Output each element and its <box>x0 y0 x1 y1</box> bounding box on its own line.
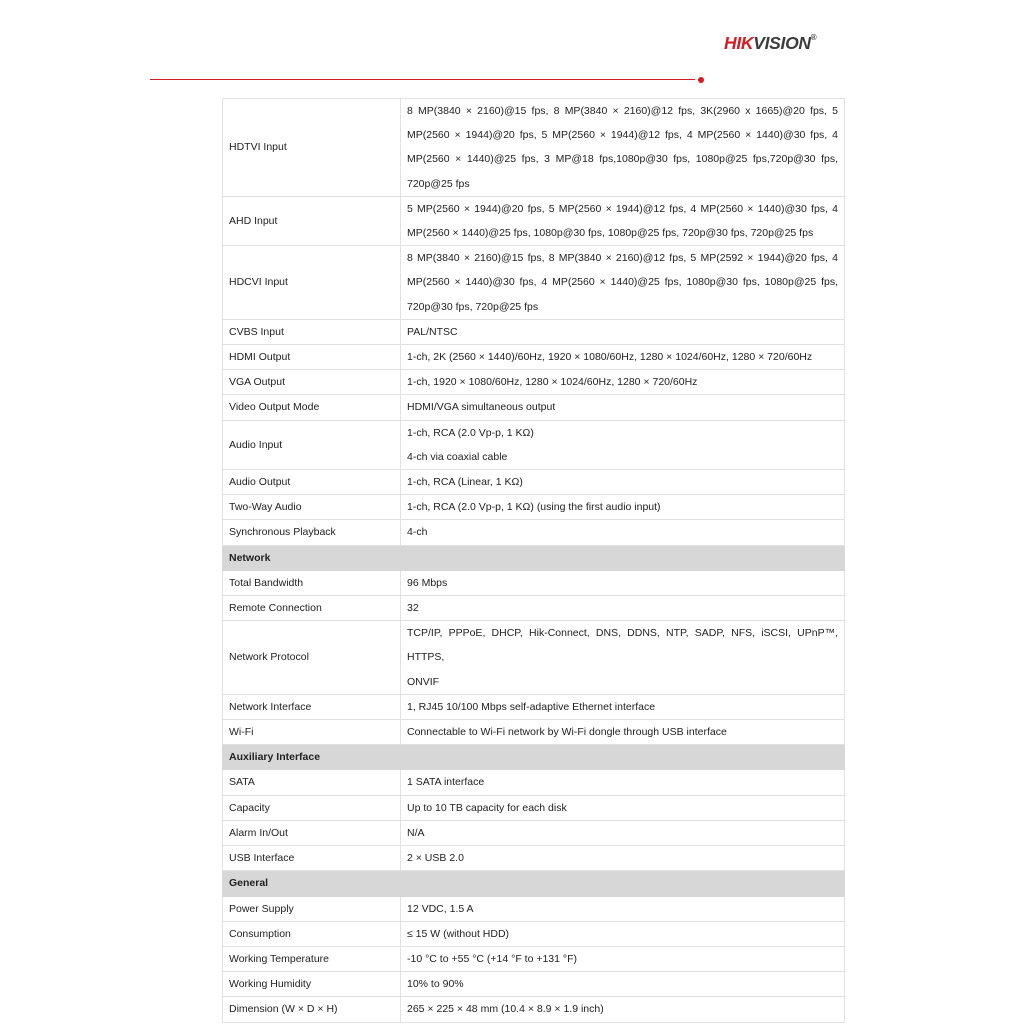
spec-value <box>401 820 845 845</box>
spec-row <box>223 621 845 695</box>
section-header-row <box>223 745 845 770</box>
spec-value-line: 4-ch via coaxial cable <box>407 450 508 463</box>
spec-value-line: 1-ch, 2K (2560 × 1440)/60Hz, 1920 × 1080/60Hz, 1280 × 1024/60Hz, 1280 × 720/60Hz <box>407 351 813 364</box>
spec-value <box>401 720 845 745</box>
spec-row <box>223 795 845 820</box>
spec-label: Wi-Fi <box>223 720 401 745</box>
spec-value-line: 1-ch, RCA (Linear, 1 KΩ) <box>407 476 523 489</box>
spec-row <box>223 846 845 871</box>
spec-value-line: 2 × USB 2.0 <box>407 852 464 865</box>
spec-value <box>401 694 845 719</box>
spec-value-line: 720p@30 fps, 720p@25 fps <box>407 300 539 313</box>
spec-label: Alarm In/Out <box>223 820 401 845</box>
spec-value-line: 1 SATA interface <box>407 776 485 789</box>
spec-value <box>401 319 845 344</box>
spec-value-line: 12 VDC, 1.5 A <box>407 902 474 915</box>
spec-row <box>223 520 845 545</box>
spec-row <box>223 495 845 520</box>
spec-value <box>401 246 845 320</box>
spec-value-line: 32 <box>407 602 419 615</box>
section-header-label: Auxiliary Interface <box>223 745 845 770</box>
spec-label: SATA <box>223 770 401 795</box>
spec-row <box>223 946 845 971</box>
section-header-row <box>223 871 845 896</box>
specification-table <box>222 98 845 1023</box>
spec-value <box>401 420 845 469</box>
spec-value-line: Connectable to Wi-Fi network by Wi-Fi dongle through USB interface <box>407 726 727 739</box>
logo-hik-text: HIK <box>724 33 754 53</box>
spec-value <box>401 770 845 795</box>
spec-value <box>401 997 845 1022</box>
spec-row <box>223 99 845 197</box>
spec-label: Working Temperature <box>223 946 401 971</box>
spec-label: Consumption <box>223 921 401 946</box>
spec-row <box>223 694 845 719</box>
spec-label: Dimension (W × D × H) <box>223 997 401 1022</box>
spec-value-line: ≤ 15 W (without HDD) <box>407 927 510 940</box>
spec-value <box>401 596 845 621</box>
spec-value-line: MP(2560 × 1944)@20 fps, 5 MP(2560 × 1944)@12 fps, 4 MP(2560 × 1440)@30 fps, 4 <box>407 129 838 142</box>
spec-value-line: 8 MP(3840 × 2160)@15 fps, 8 MP(3840 × 2160)@12 fps, 5 MP(2592 × 1944)@20 fps, 4 <box>407 252 838 265</box>
spec-value <box>401 946 845 971</box>
spec-value-line: MP(2560 × 1440)@25 fps, 3 MP@18 fps,1080p@30 fps, 1080p@25 fps,720p@30 fps, <box>407 153 838 166</box>
spec-row <box>223 570 845 595</box>
spec-value-line: 96 Mbps <box>407 576 448 589</box>
spec-label: Network Protocol <box>223 621 401 695</box>
spec-label: Remote Connection <box>223 596 401 621</box>
spec-value <box>401 495 845 520</box>
spec-value <box>401 520 845 545</box>
spec-label: AHD Input <box>223 196 401 245</box>
spec-label: Total Bandwidth <box>223 570 401 595</box>
spec-label: Working Humidity <box>223 972 401 997</box>
spec-value-line: N/A <box>407 826 425 839</box>
spec-value-line: 720p@25 fps <box>407 177 470 190</box>
spec-value-line: PAL/NTSC <box>407 325 458 338</box>
spec-value <box>401 921 845 946</box>
spec-label: Video Output Mode <box>223 395 401 420</box>
spec-row <box>223 596 845 621</box>
section-header-label: Network <box>223 545 845 570</box>
spec-row <box>223 770 845 795</box>
spec-row <box>223 319 845 344</box>
spec-value <box>401 896 845 921</box>
spec-value-line: HDMI/VGA simultaneous output <box>407 401 556 414</box>
spec-value-line: 1-ch, RCA (2.0 Vp-p, 1 KΩ) <box>407 426 534 439</box>
logo-vision-text: VISION <box>753 33 811 53</box>
section-header-row <box>223 545 845 570</box>
spec-value-line: ONVIF <box>407 675 440 688</box>
spec-value-line: MP(2560 × 1440)@25 fps, 1080p@30 fps, 1080p@25 fps, 720p@30 fps, 720p@25 fps <box>407 227 814 240</box>
spec-row <box>223 896 845 921</box>
spec-value-line: -10 °C to +55 °C (+14 °F to +131 °F) <box>407 952 577 965</box>
spec-row <box>223 370 845 395</box>
spec-value-line: 1-ch, RCA (2.0 Vp-p, 1 KΩ) (using the first audio input) <box>407 501 661 514</box>
spec-value-line: TCP/IP, PPPoE, DHCP, Hik-Connect, DNS, DDNS, NTP, SADP, NFS, iSCSI, UPnP™, HTTPS, <box>407 627 838 664</box>
spec-row <box>223 820 845 845</box>
header-divider-line <box>150 79 695 80</box>
spec-value <box>401 846 845 871</box>
spec-label: Audio Input <box>223 420 401 469</box>
spec-label: VGA Output <box>223 370 401 395</box>
spec-label: CVBS Input <box>223 319 401 344</box>
spec-row <box>223 921 845 946</box>
header-divider-dot <box>698 77 704 83</box>
spec-row <box>223 196 845 245</box>
spec-label: HDCVI Input <box>223 246 401 320</box>
spec-value-line: 10% to 90% <box>407 978 464 991</box>
spec-label: Audio Output <box>223 470 401 495</box>
spec-value-line: MP(2560 × 1440)@30 fps, 4 MP(2560 × 1440)@25 fps, 1080p@30 fps, 1080p@25 fps, <box>407 276 838 289</box>
logo-registered-mark: ® <box>810 33 817 42</box>
spec-label: HDMI Output <box>223 345 401 370</box>
spec-row <box>223 470 845 495</box>
spec-value <box>401 621 845 695</box>
spec-value <box>401 196 845 245</box>
spec-value <box>401 370 845 395</box>
spec-row <box>223 395 845 420</box>
spec-label: Power Supply <box>223 896 401 921</box>
spec-value <box>401 795 845 820</box>
spec-value-line: Up to 10 TB capacity for each disk <box>407 801 567 814</box>
spec-value <box>401 395 845 420</box>
spec-row <box>223 997 845 1022</box>
spec-value <box>401 470 845 495</box>
specification-table-body <box>223 99 845 1023</box>
spec-row <box>223 246 845 320</box>
spec-label: Synchronous Playback <box>223 520 401 545</box>
spec-value-line: 265 × 225 × 48 mm (10.4 × 8.9 × 1.9 inch) <box>407 1003 604 1016</box>
spec-row <box>223 972 845 997</box>
spec-value-line: 4-ch <box>407 526 428 539</box>
hikvision-logo <box>724 33 844 55</box>
spec-row <box>223 720 845 745</box>
spec-label: Capacity <box>223 795 401 820</box>
spec-value <box>401 972 845 997</box>
spec-label: Network Interface <box>223 694 401 719</box>
spec-row <box>223 345 845 370</box>
spec-value-line: 1, RJ45 10/100 Mbps self-adaptive Ethernet interface <box>407 700 656 713</box>
spec-value <box>401 99 845 197</box>
spec-label: USB Interface <box>223 846 401 871</box>
spec-value <box>401 570 845 595</box>
spec-value-line: 8 MP(3840 × 2160)@15 fps, 8 MP(3840 × 2160)@12 fps, 3K(2960 x 1665)@20 fps, 5 <box>407 105 838 117</box>
spec-label: HDTVI Input <box>223 99 401 197</box>
spec-value <box>401 345 845 370</box>
spec-value-line: 1-ch, 1920 × 1080/60Hz, 1280 × 1024/60Hz, 1280 × 720/60Hz <box>407 376 698 389</box>
spec-value-line: 5 MP(2560 × 1944)@20 fps, 5 MP(2560 × 1944)@12 fps, 4 MP(2560 × 1440)@30 fps, 4 <box>407 202 838 215</box>
spec-label: Two-Way Audio <box>223 495 401 520</box>
spec-row <box>223 420 845 469</box>
section-header-label: General <box>223 871 845 896</box>
